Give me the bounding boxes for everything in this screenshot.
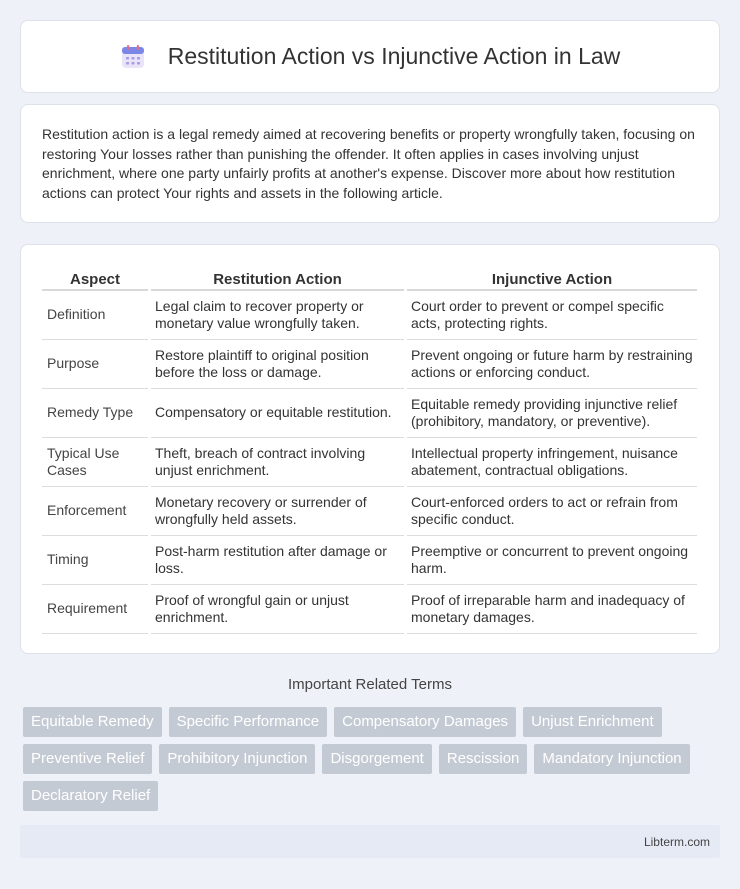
tag-unjust-enrichment[interactable]: Unjust Enrichment [523,707,662,737]
aspect-cell: Remedy Type [42,389,148,438]
aspect-cell: Purpose [42,340,148,389]
restitution-cell: Restore plaintiff to original position before the loss or damage. [151,340,404,389]
aspect-cell: Requirement [42,585,148,634]
restitution-cell: Compensatory or equitable restitution. [151,389,404,438]
aspect-cell: Enforcement [42,487,148,536]
tag-prohibitory-injunction[interactable]: Prohibitory Injunction [159,744,315,774]
injunctive-cell: Preemptive or concurrent to prevent ongoing harm. [407,536,697,585]
tag-mandatory-injunction[interactable]: Mandatory Injunction [534,744,689,774]
table-row [42,536,697,585]
table-row [42,585,697,634]
table-row [42,389,697,438]
footer [20,825,720,858]
tag-compensatory-damages[interactable]: Compensatory Damages [334,707,516,737]
tag-equitable-remedy[interactable]: Equitable Remedy [23,707,162,737]
aspect-cell: Typical Use Cases [42,438,148,487]
injunctive-cell: Court-enforced orders to act or refrain from specific conduct. [407,487,697,536]
restitution-cell: Proof of wrongful gain or unjust enrichment. [151,585,404,634]
injunctive-cell: Equitable remedy providing injunctive relief (prohibitory, mandatory, or preventive). [407,389,697,438]
intro-paragraph: Restitution action is a legal remedy aimed at recovering benefits or property wrongfully taken, focusing on restoring Your losses rather than punishing the offender. It often applies in cases involving unjust enrichment, where one party unfairly profits at another's expense. Discover more about how restitution actions can protect Your rights and assets in the following article. [42,126,695,201]
related-terms-heading: Important Related Terms [288,676,452,693]
injunctive-cell: Court order to prevent or compel specific acts, protecting rights. [407,291,697,340]
column-header-restitution: Restitution Action [151,265,404,291]
table-row [42,487,697,536]
column-header-aspect: Aspect [42,265,148,291]
table-row [42,438,697,487]
tag-specific-performance[interactable]: Specific Performance [169,707,328,737]
aspect-cell: Timing [42,536,148,585]
restitution-cell: Post-harm restitution after damage or loss. [151,536,404,585]
calendar-icon [120,44,146,70]
comparison-card [20,244,720,654]
comparison-table [39,265,700,634]
restitution-cell: Theft, breach of contract involving unjust enrichment. [151,438,404,487]
table-row [42,340,697,389]
tag-rescission[interactable]: Rescission [439,744,528,774]
page-title: Restitution Action vs Injunctive Action in Law [167,43,621,69]
header-card [20,20,720,93]
restitution-cell: Monetary recovery or surrender of wrongfully held assets. [151,487,404,536]
injunctive-cell: Intellectual property infringement, nuisance abatement, contractual obligations. [407,438,697,487]
restitution-cell: Legal claim to recover property or monetary value wrongfully taken. [151,291,404,340]
aspect-cell: Definition [42,291,148,340]
footer-site-link[interactable]: Libterm.com [643,835,710,849]
tag-preventive-relief[interactable]: Preventive Relief [23,744,152,774]
header [120,43,621,70]
tag-declaratory-relief[interactable]: Declaratory Relief [23,781,158,811]
table-header-row [42,265,697,291]
intro-card [20,104,720,223]
injunctive-cell: Prevent ongoing or future harm by restraining actions or enforcing conduct. [407,340,697,389]
injunctive-cell: Proof of irreparable harm and inadequacy of monetary damages. [407,585,697,634]
related-terms-list [23,707,723,811]
table-row [42,291,697,340]
column-header-injunctive: Injunctive Action [407,265,697,291]
tag-disgorgement[interactable]: Disgorgement [322,744,431,774]
